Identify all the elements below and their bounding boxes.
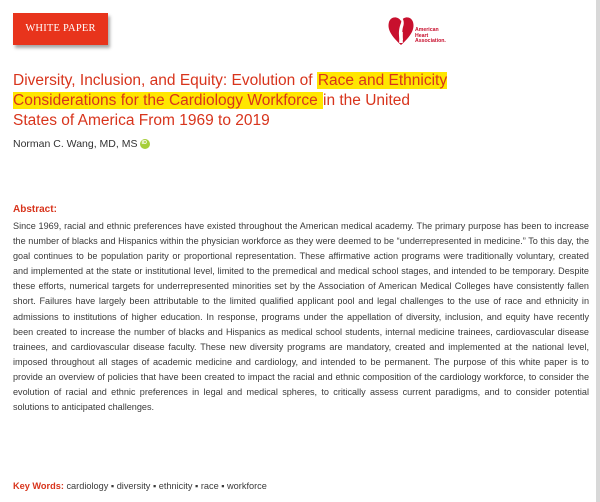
keywords-line <box>13 481 267 491</box>
orcid-icon[interactable] <box>140 139 150 149</box>
author-line <box>13 138 150 150</box>
abstract-text: Since 1969, racial and ethnic preferences have existed throughout the American medical academy. The primary purpose has been to increase the number of blacks and Hispanics within the physician workforce as they were deemed to be “underrepresented in medicine.” To this day, the goal continues to be population parity or proportional representation. These affirmative action programs were traditionally voluntary, created and implemented at the state or institutional level, limited to the premedical and medical school stages, and intended to be temporary. Despite these efforts, numerical targets for underrepresented minorities set by the Association of American Medical Colleges have consistently fallen short. Failures have largely been attributable to the limited qualified applicant pool and legal challenges to the use of race and ethnicity in admissions to institutions of higher education. In response, programs under the appellation of diversity, inclusion, and equity have recently been created to increase the number of blacks and Hispanics as medical school students, internal medicine trainees, cardiovascular disease trainees, and cardiovascular disease faculty. These new diversity programs are mandatory, created and implemented at the national level, imposed throughout all stages of academic medicine and cardiology, and intended to be permanent. The purpose of this white paper is to provide an overview of policies that have been created to impact the racial and ethnic composition of the cardiology workforce, to consider the evolution of racial and ethnic preferences in legal and medical spheres, to critically assess current paradigms, and to consider potential solutions to anticipated challenges. <box>13 221 589 413</box>
page-edge-divider <box>596 0 600 502</box>
paper-title <box>13 71 453 131</box>
title-part-1: Diversity, Inclusion, and Equity: Evolution of <box>13 72 317 89</box>
title-highlighted-text: Race and Ethnicity Considerations for the Cardiology Workforce <box>13 72 448 109</box>
heart-torch-icon <box>386 12 416 48</box>
white-paper-badge: WHITE PAPER <box>13 13 108 45</box>
keywords-label: Key Words: <box>13 481 64 491</box>
author-name: Norman C. Wang, MD, MS <box>13 138 138 150</box>
logo-wordmark: American Heart Association. <box>415 27 446 45</box>
american-heart-association-logo <box>386 12 456 52</box>
keywords-list: cardiology ▪ diversity ▪ ethnicity ▪ race ▪ workforce <box>66 481 267 491</box>
abstract-heading: Abstract: <box>13 204 57 215</box>
title-part-2: in the United States of America From 1969 to 2019 <box>13 92 411 129</box>
